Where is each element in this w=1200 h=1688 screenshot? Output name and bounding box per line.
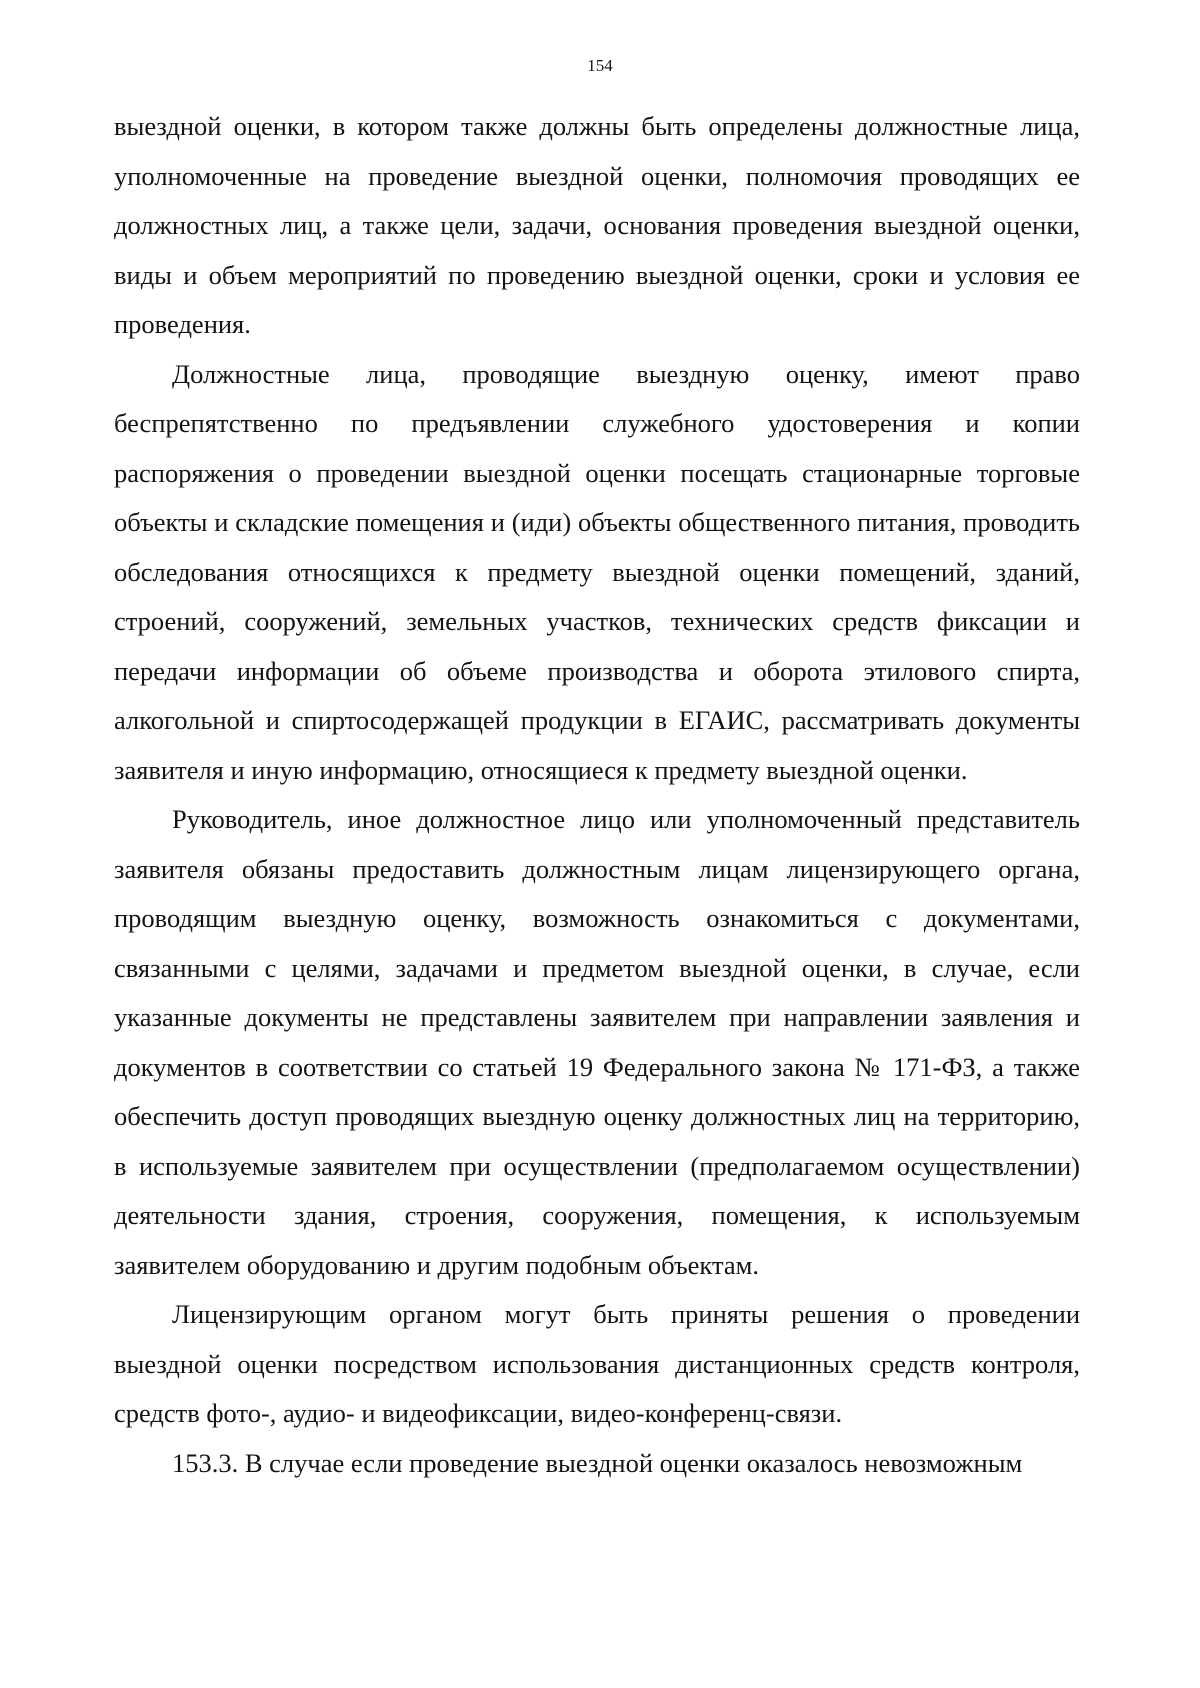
paragraph-1: выездной оценки, в котором также должны быть определены должностные лица, уполномоченные на проведение выездной оценки, полномочия проводящих ее должностных лиц, а также цели, задачи, основания проведения выездной оценки, виды и объем мероприятий по проведению выездной оценки, сроки и условия ее проведения.	[114, 111, 1080, 339]
paragraph-4: Лицензирующим органом могут быть приняты решения о проведении выездной оценки посредством использования дистанционных средств контроля, средств фото-, аудио- и видеофиксации, видео-конференц-связи.	[114, 1299, 1080, 1428]
paragraph-5: 153.3. В случае если проведение выездной оценки оказалось невозможным	[172, 1447, 1023, 1478]
document-body	[114, 102, 1080, 1488]
page-number: 154	[587, 56, 613, 75]
paragraph-3: Руководитель, иное должностное лицо или уполномоченный представитель заявителя обязаны предоставить должностным лицам лицензирующего органа, проводящим выездную оценку, возможность ознакомиться с документами, связанными с целями, задачами и предметом выездной оценки, в случае, если указанные документы не представлены заявителем при направлении заявления и документов в соответствии со статьей 19 Федерального закона № 171-ФЗ, а также обеспечить доступ проводящих выездную оценку должностных лиц на территорию, в используемые заявителем при осуществлении (предполагаемом осуществлении) деятельности здания, строения, сооружения, помещения, к используемым заявителем оборудованию и другим подобным объектам.	[114, 804, 1080, 1280]
paragraph-2: Должностные лица, проводящие выездную оценку, имеют право беспрепятственно по предъявлении служебного удостоверения и копии распоряжения о проведении выездной оценки посещать стационарные торговые объекты и складские помещения и (иди) объекты общественного питания, проводить обследования относящихся к предмету выездной оценки помещений, зданий, строений, сооружений, земельных участков, технических средств фиксации и передачи информации об объеме производства и оборота этилового спирта, алкогольной и спиртосодержащей продукции в ЕГАИС, рассматривать документы заявителя и иную информацию, относящиеся к предмету выездной оценки.	[114, 358, 1080, 785]
